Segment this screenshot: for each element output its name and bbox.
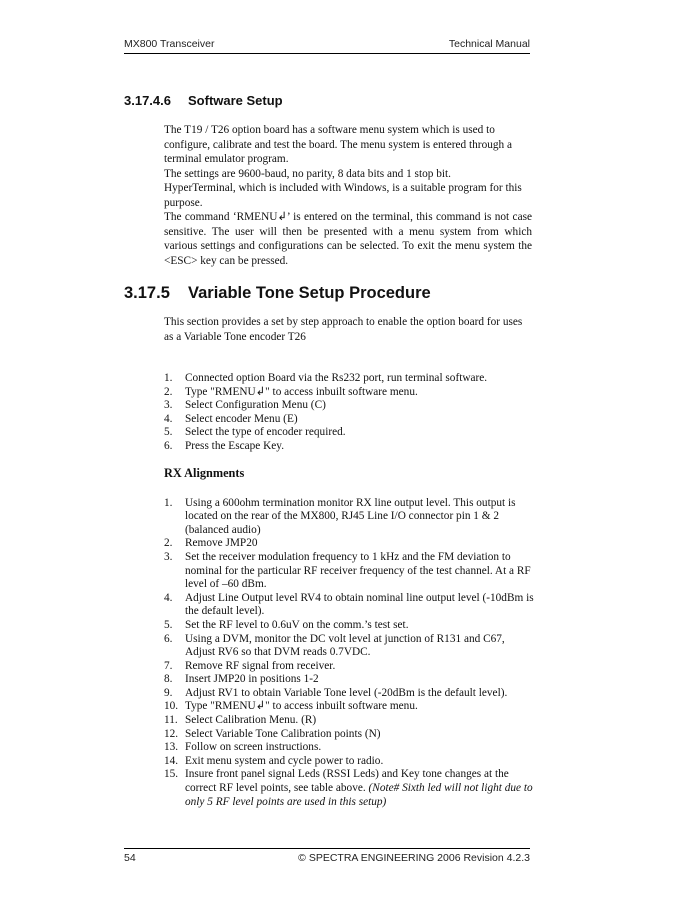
- spacer: [124, 344, 534, 372]
- software-setup-p1: The T19 / T26 option board has a software menu system which is used to configure, calibrate and test the board. The menu system is entered through a terminal emulator program.: [164, 124, 512, 165]
- list-item: 5. Select the type of encoder required.: [164, 426, 346, 439]
- software-setup-p3: HyperTerminal, which is included with Windows, is a suitable program for this purpose.: [164, 182, 522, 209]
- page-footer: [124, 848, 530, 867]
- list-item: 2. Remove JMP20: [164, 537, 258, 550]
- software-setup-p2: The settings are 9600-baud, no parity, 8 data bits and 1 stop bit.: [164, 167, 451, 180]
- list-item: 3. Select Configuration Menu (C): [164, 399, 326, 412]
- variable-tone-title: Variable Tone Setup Procedure: [188, 284, 431, 302]
- led-note: (Note# Sixth led will not light due to only 5 RF level points are used in this setup): [185, 782, 533, 808]
- software-setup-number: 3.17.4.6: [124, 93, 171, 108]
- rx-alignment-steps-list: [164, 497, 536, 810]
- list-item: 4. Select encoder Menu (E): [164, 412, 298, 425]
- list-item: 15. Insure front panel signal Leds (RSSI Leds) and Key tone changes at the correct RF level points, see table above. (Note# Sixth led will not light due to only 5 RF level points are used in this setup): [164, 768, 533, 808]
- variable-tone-number: 3.17.5: [124, 284, 170, 302]
- page-number: 54: [124, 852, 136, 864]
- list-item: 1. Using a 600ohm termination monitor RX line output level. This output is located on the rear of the MX800, RJ45 Line I/O connector pin 1 & 2 (balanced audio): [164, 496, 516, 536]
- list-item: 6. Press the Escape Key.: [164, 439, 285, 452]
- setup-steps-list: [164, 372, 536, 454]
- header-doc-title: MX800 Transceiver: [124, 38, 215, 50]
- software-setup-title: Software Setup: [188, 93, 283, 108]
- list-item: 9. Adjust RV1 to obtain Variable Tone level (-20dBm is the default level).: [164, 686, 508, 699]
- variable-tone-intro: This section provides a set by step approach to enable the option board for uses as a Variable Tone encoder T26: [164, 316, 523, 343]
- page-content: [124, 92, 534, 809]
- copyright-revision: © SPECTRA ENGINEERING 2006 Revision 4.2.3: [298, 852, 530, 864]
- variable-tone-heading: [124, 282, 534, 304]
- software-setup-p4: The command ‘RMENU↲’ is entered on the terminal, this command is not case sensitive. The user will then be presented with a menu system from which various settings and configurations can be selected. To exit the menu system the <ESC> key can be pressed.: [164, 211, 532, 267]
- list-item: 11. Select Calibration Menu. (R): [164, 714, 317, 727]
- list-item: 13. Follow on screen instructions.: [164, 741, 322, 754]
- list-item: 4. Adjust Line Output level RV4 to obtain nominal line output level (-10dBm is the default level).: [164, 591, 534, 618]
- list-item: 7. Remove RF signal from receiver.: [164, 659, 336, 672]
- list-item: 3. Set the receiver modulation frequency to 1 kHz and the FM deviation to nominal for the particular RF receiver frequency of the test channel. At a RF level of –60 dBm.: [164, 550, 531, 591]
- list-item: 14. Exit menu system and cycle power to radio.: [164, 754, 384, 767]
- list-item: 12. Select Variable Tone Calibration points (N): [164, 727, 381, 740]
- list-item: 8. Insert JMP20 in positions 1-2: [164, 673, 319, 686]
- page-header: [124, 35, 530, 54]
- rx-alignments-heading: RX Alignments: [164, 465, 245, 480]
- list-item: 2. Type "RMENU↲" to access inbuilt software menu.: [164, 385, 418, 398]
- header-manual-type: Technical Manual: [448, 38, 530, 50]
- list-item: 5. Set the RF level to 0.6uV on the comm.’s test set.: [164, 618, 409, 631]
- list-item: 6. Using a DVM, monitor the DC volt level at junction of R131 and C67, Adjust RV6 so that DVM reads 0.7VDC.: [164, 632, 505, 659]
- list-item: 10. Type "RMENU↲" to access inbuilt software menu.: [164, 700, 418, 713]
- software-setup-heading: [124, 92, 534, 110]
- list-item: 1. Connected option Board via the Rs232 port, run terminal software.: [164, 372, 488, 384]
